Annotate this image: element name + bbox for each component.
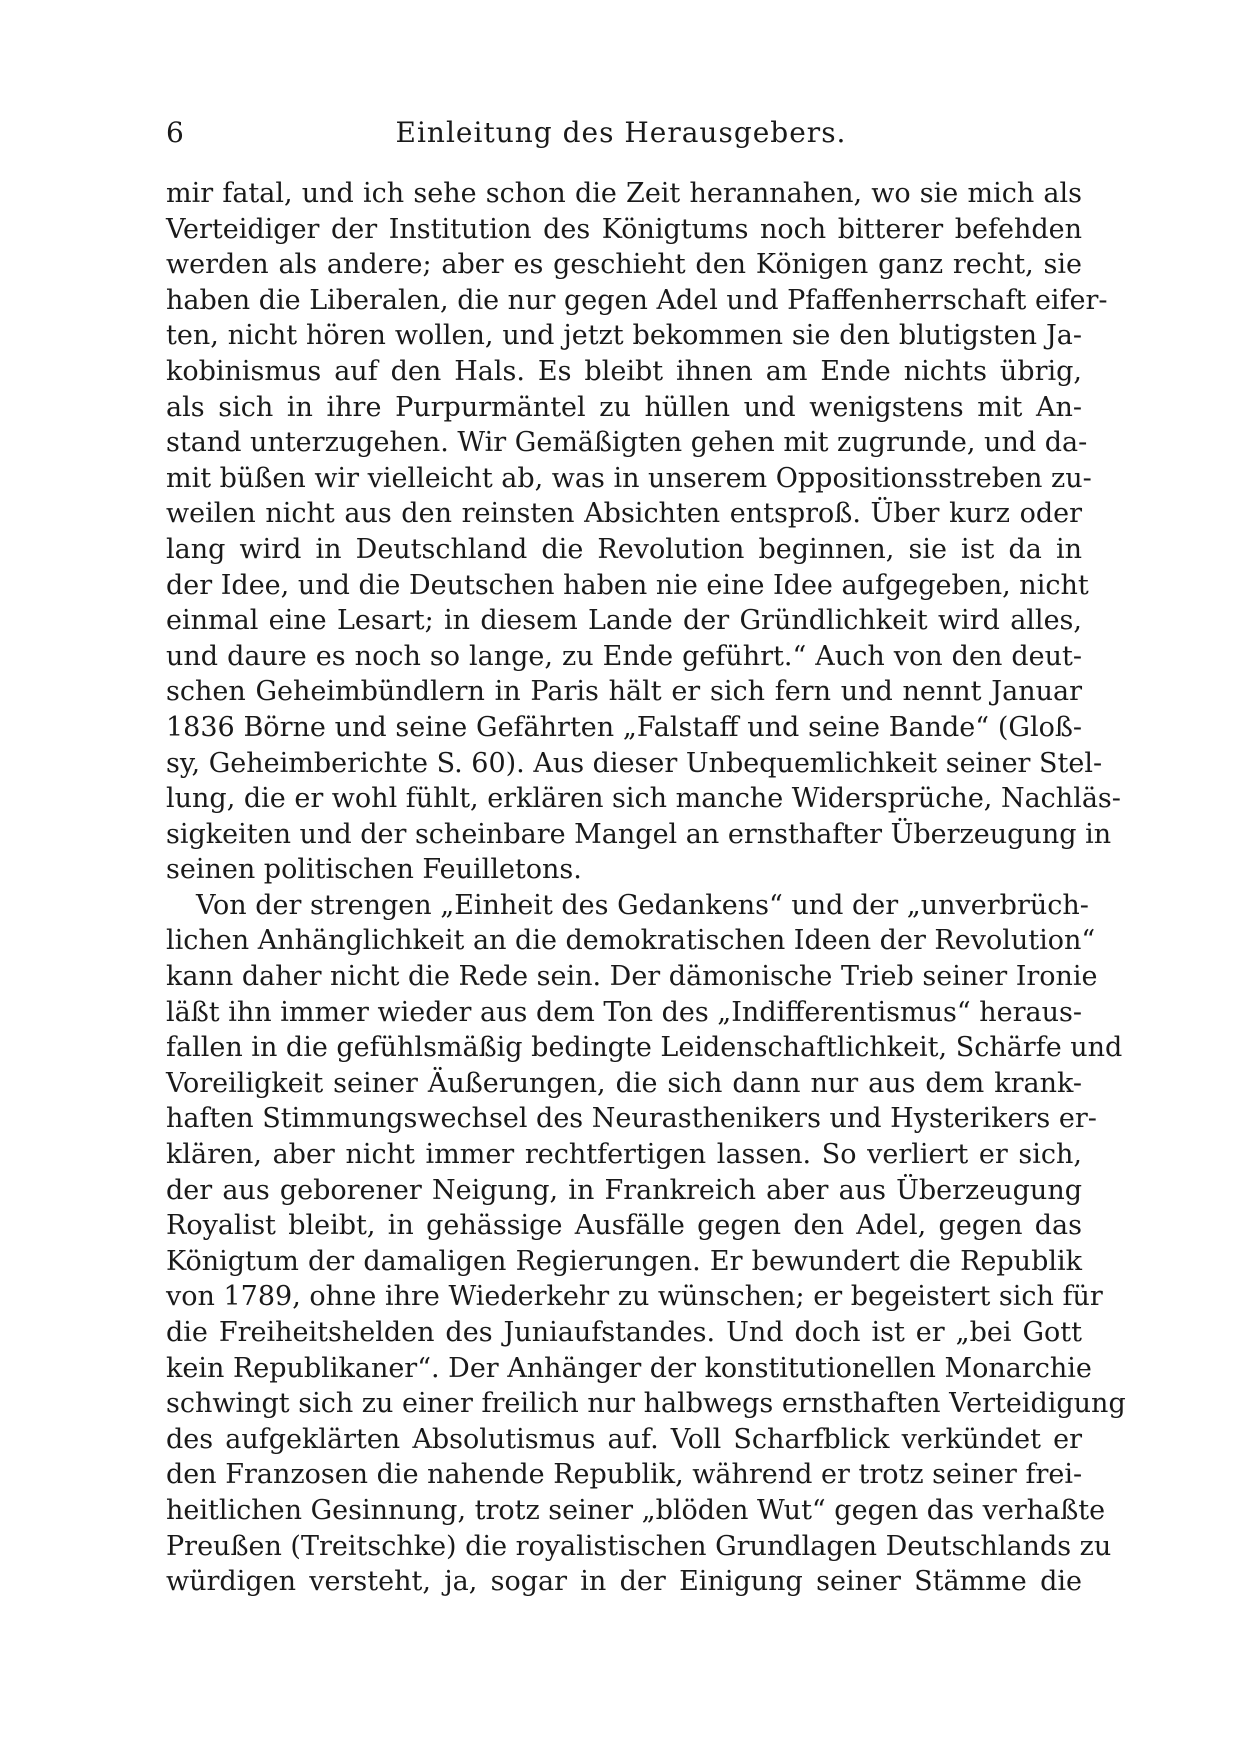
- text-line: Preußen (Treitschke) die royalistischen Grundlagen Deutschlands zu: [166, 1530, 1112, 1562]
- text-line: mir fatal, und ich sehe schon die Zeit herannahen, wo sie mich als: [166, 178, 1082, 209]
- text-line: sy, Geheimberichte S. 60). Aus dieser Unbequemlichkeit seiner Stel-: [166, 747, 1103, 779]
- text-line: schen Geheimbündlern in Paris hält er sich fern und nennt Januar: [166, 676, 1082, 708]
- text-line: kobinismus auf den Hals. Es bleibt ihnen am Ende nichts übrig,: [166, 355, 1082, 387]
- text-line: den Franzosen die nahende Republik, während er trotz seiner frei-: [166, 1459, 1083, 1491]
- text-line: lichen Anhänglichkeit an die demokratischen Ideen der Revolution“: [166, 925, 1096, 957]
- text-line: die Freiheitshelden des Juniaufstandes. Und doch ist er „bei Gott: [166, 1317, 1082, 1348]
- text-line: der aus geborener Neigung, in Frankreich aber aus Überzeugung: [166, 1174, 1082, 1206]
- text-line: lung, die er wohl fühlt, erklären sich manche Widersprüche, Nachläs-: [166, 783, 1121, 815]
- text-line: der Idee, und die Deutschen haben nie eine Idee aufgegeben, nicht: [166, 569, 1089, 601]
- paragraph-2: [166, 888, 1126, 1600]
- text-line: einmal eine Lesart; in diesem Lande der Gründlichkeit wird alles,: [166, 605, 1082, 637]
- text-line: sigkeiten und der scheinbare Mangel an ernsthafter Überzeugung in: [166, 818, 1112, 850]
- page-header: [166, 108, 1076, 158]
- body-text: [166, 176, 1126, 1600]
- text-line: kann daher nicht die Rede sein. Der dämonische Trieb seiner Ironie: [166, 961, 1098, 993]
- text-line: stand unterzugehen. Wir Gemäßigten gehen mit zugrunde, und da-: [166, 427, 1088, 459]
- text-line: von 1789, ohne ihre Wiederkehr zu wünschen; er begeistert sich für: [166, 1281, 1103, 1313]
- running-title: Einleitung des Herausgebers.: [395, 116, 847, 149]
- text-line: Voreiligkeit seiner Äußerungen, die sich dann nur aus dem krank-: [166, 1067, 1082, 1099]
- text-line: Königtum der damaligen Regierungen. Er bewundert die Republik: [166, 1245, 1082, 1277]
- text-line: fallen in die gefühlsmäßig bedingte Leidenschaftlichkeit, Schärfe und: [166, 1032, 1123, 1064]
- text-line: klären, aber nicht immer rechtfertigen lassen. So verliert er sich,: [166, 1139, 1082, 1171]
- text-line: mit büßen wir vielleicht ab, was in unserem Oppositionsstreben zu-: [166, 462, 1092, 494]
- text-line: des aufgeklärten Absolutismus auf. Voll Scharfblick verkündet er: [166, 1423, 1082, 1455]
- text-line: Verteidiger der Institution des Königtums noch bitterer befehden: [166, 213, 1082, 245]
- text-line: kein Republikaner“. Der Anhänger der konstitutionellen Monarchie: [166, 1352, 1092, 1384]
- text-line: Von der strengen „Einheit des Gedankens“ und der „unverbrüch-: [196, 889, 1089, 921]
- text-line: läßt ihn immer wieder aus dem Ton des „Indifferentismus“ heraus-: [166, 996, 1082, 1028]
- text-line: ten, nicht hören wollen, und jetzt bekommen sie den blutigsten Ja-: [166, 320, 1082, 352]
- page-number: 6: [166, 116, 184, 149]
- text-line: als sich in ihre Purpurmäntel zu hüllen und wenigstens mit An-: [166, 391, 1082, 423]
- text-line: heitlichen Gesinnung, trotz seiner „blöden Wut“ gegen das verhaßte: [166, 1494, 1106, 1526]
- text-line: haften Stimmungswechsel des Neurasthenikers und Hysterikers er-: [166, 1103, 1097, 1135]
- text-line: lang wird in Deutschland die Revolution beginnen, sie ist da in: [166, 533, 1082, 565]
- text-line: haben die Liberalen, die nur gegen Adel und Pfaffenherrschaft eifer-: [166, 284, 1108, 316]
- text-line: schwingt sich zu einer freilich nur halbwegs ernsthaften Verteidigung: [166, 1388, 1126, 1420]
- text-line: seinen politischen Feuilletons.: [166, 854, 582, 886]
- text-line: Royalist bleibt, in gehässige Ausfälle gegen den Adel, gegen das: [166, 1210, 1082, 1242]
- paragraph-1: [166, 176, 1121, 888]
- text-line: würdigen versteht, ja, sogar in der Einigung seiner Stämme die: [166, 1566, 1082, 1598]
- text-line: und daure es noch so lange, zu Ende geführt.“ Auch von den deut-: [166, 640, 1082, 672]
- text-line: weilen nicht aus den reinsten Absichten entsproß. Über kurz oder: [166, 498, 1082, 530]
- text-line: werden als andere; aber es geschieht den Königen ganz recht, sie: [166, 249, 1082, 281]
- text-line: 1836 Börne und seine Gefährten „Falstaff und seine Bande“ (Gloß-: [166, 711, 1082, 743]
